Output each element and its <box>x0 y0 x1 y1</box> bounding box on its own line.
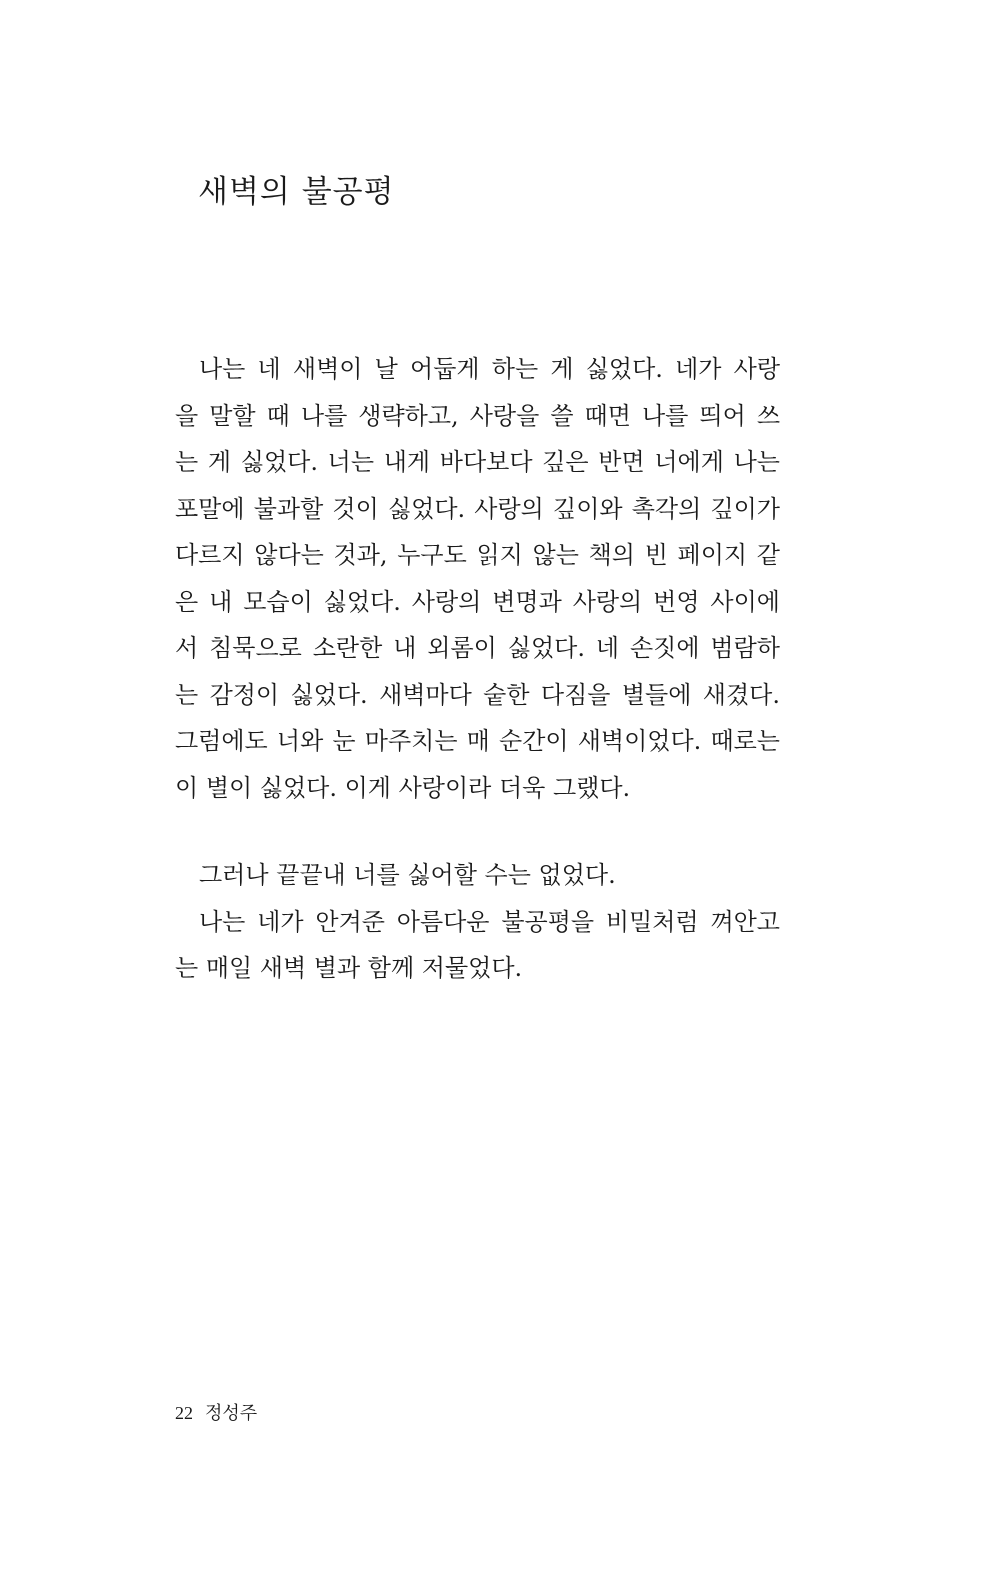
text-line: 그러나 끝끝내 너를 싫어할 수는 없었다. <box>199 861 616 889</box>
page-title: 새벽의 불공평 <box>198 174 395 210</box>
text-line: 는 감정이 싫었다. 새벽마다 숱한 다짐을 별들에 새겼다. <box>175 680 780 709</box>
text-line: 은 내 모습이 싫었다. 사랑의 변명과 사랑의 번영 사이에 <box>175 587 780 616</box>
page-footer <box>175 1399 257 1425</box>
text-line: 포말에 불과할 것이 싫었다. 사랑의 깊이와 촉각의 깊이가 <box>175 494 780 523</box>
text-line: 는 게 싫었다. 너는 내게 바다보다 깊은 반면 너에게 나는 <box>175 448 780 476</box>
text-line: 나는 네 새벽이 날 어둡게 하는 게 싫었다. 네가 사랑 <box>199 355 780 383</box>
text-line: 는 매일 새벽 별과 함께 저물었다. <box>175 954 523 982</box>
text-line: 서 침묵으로 소란한 내 외롬이 싫었다. 네 손짓에 범람하 <box>175 634 780 662</box>
author-name: 정성주 <box>205 1403 258 1424</box>
text-line: 나는 네가 안겨준 아름다운 불공평을 비밀처럼 껴안고 <box>199 907 780 936</box>
text-line: 이 별이 싫었다. 이게 사랑이라 더욱 그랬다. <box>175 773 631 802</box>
paragraph-2-3 <box>175 852 780 992</box>
page-number: 22 <box>175 1403 193 1423</box>
text-line: 다르지 않다는 것과, 누구도 읽지 않는 책의 빈 페이지 같 <box>175 541 780 569</box>
text-line: 을 말할 때 나를 생략하고, 사랑을 쓸 때면 나를 띄어 쓰 <box>175 401 780 430</box>
text-line: 그럼에도 너와 눈 마주치는 매 순간이 새벽이었다. 때로는 <box>175 727 780 755</box>
paragraph-1 <box>175 346 780 811</box>
